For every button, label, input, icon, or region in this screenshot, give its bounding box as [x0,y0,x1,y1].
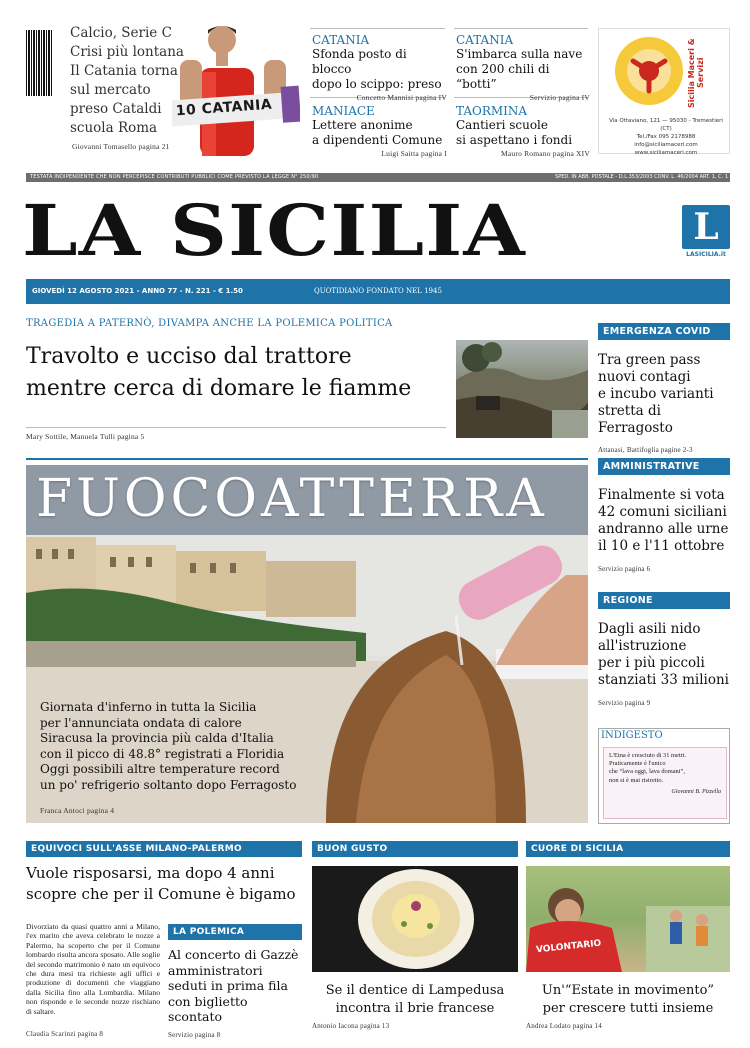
polemica-label: LA POLEMICA [168,924,302,940]
teaser-line: dopo lo scippo: preso [312,77,442,91]
dateline-left: GIOVEDÌ 12 AGOSTO 2021 - ANNO 77 - N. 221 - € 1.50 [32,287,243,295]
teaser-maniace[interactable] [312,104,447,158]
ad-line: Via Ottaviano, 121 — 95030 - Tremestieri (CT) [609,118,723,132]
sport-byline: Giovanni Tomasello pagina 21 [72,142,170,151]
lead-byline: Mary Sottile, Manuela Tulli pagina 5 [26,432,145,441]
indigesto-signature: Giovanni B. Pizzella [671,788,721,795]
ad-line: Tel./Fax 095 2178988 [636,134,696,140]
teaser-line: con 200 chili di “botti” [456,62,550,91]
legal-right: SPED. IN ABB. POSTALE - D.L.353/2003 CONV. L. 46/2004 ART. 1, C. 1 [555,174,728,180]
teaser-rule [454,28,588,29]
sidebar-line: stretta di Ferragosto [598,403,673,436]
fire-photo [456,340,588,438]
sidebar-label: EMERGENZA COVID [598,323,730,340]
indigesto-line: L'Etna è cresciuto di 31 metri. [609,752,687,759]
footballer-photo [172,20,300,156]
teaser-line: Lettere anonime [312,118,413,132]
heart-photo [526,866,730,972]
legal-left: TESTATA INDIPENDENTE CHE NON PERCEPISCE CONTRIBUTI PUBBLICI COME PREVISTO LA LEGGE N° 250/90 [30,174,319,180]
teaser-catania-1[interactable] [312,33,447,102]
food-headline: Se il dentice di Lampedusa [325,983,505,998]
lead-kicker: TRAGEDIA A PATERNÒ, DIVAMPA ANCHE LA POLEMICA POLITICA [26,318,393,329]
ad-line: www.siciliamaceri.com [634,150,698,156]
main-line: Oggi possibili altre temperature record [40,762,280,776]
heart-story[interactable] [526,841,730,1030]
polemica-line: amministratori [168,962,263,978]
sidebar-line: e incubo varianti [598,386,714,402]
ad-ring-text: Sicilia Maceri & Servizi [687,38,705,108]
bottom-left-body: Divorziato da quasi quattro anni a Milano, l'ex marito che aveva celebrato le nozze a Palermo, ha scoperto che per il Comune lombardo risulta ancora sposato. Alle soglie del secondo matrimonio è nato un equivoco che dura mesi tra richieste agli uffici e produzione di documenti che viaggiano dalla Sicilia fino alla Lombardia. Milano non risponde e le seconde nozze rischiano di saltare. [26,922,160,1016]
bottom-left-byline: Claudia Scarinzi pagina 8 [26,1030,104,1038]
lead-rule [26,427,446,428]
sport-line: Crisi più lontana [70,44,184,60]
teaser-catania-2[interactable] [456,33,590,102]
sidebar-line: per i più piccoli [598,655,705,671]
sidebar-line: andranno alle urne [598,521,729,537]
sidebar-amministrative[interactable] [598,458,730,573]
sidebar-label: AMMINISTRATIVE [598,458,730,475]
ad-logo [613,33,685,113]
sidebar-label: REGIONE [598,592,730,609]
sport-line: preso Cataldi [70,101,162,117]
indigesto-line: non si è mai ristretto. [609,776,664,784]
teaser-line: a dipendenti Comune [312,133,443,147]
bottom-left-story[interactable] [26,841,302,905]
lead-story[interactable] [26,318,446,405]
sidebar-covid[interactable] [598,323,730,454]
sidebar-line: nuovi contagi [598,369,691,385]
food-byline: Antonio Iacona pagina 13 [312,1022,390,1030]
heart-shirt-text: VOLONTARIO [535,938,602,956]
heart-headline: Un'“Estate in movimento” [541,983,715,998]
heart-headline: per crescere tutti insieme [542,1001,714,1016]
sidebar-line: all'istruzione [598,638,687,654]
polemica-story[interactable] [168,924,302,1039]
sidebar-line: Finalmente si vota [598,487,725,503]
lead-headline: mentre cerca di domare le fiamme [26,376,412,401]
sport-line: Calcio, Serie C [70,25,172,41]
main-title: FUOCOATTERRA [36,469,548,529]
sidebar-byline: Servizio pagina 6 [598,565,651,573]
polemica-line: seduti in prima fila [168,978,288,993]
indigesto-line: Praticamente è l'unico [609,760,666,768]
sidebar-line: Dagli asili nido [598,621,701,637]
masthead-title[interactable]: LA SICILIA [22,189,526,272]
teaser-byline: Luigi Saitta pagina I [381,149,447,158]
bottom-left-label: EQUIVOCI SULL'ASSE MILANO-PALERMO [26,841,302,857]
main-line: Siracusa la provincia più calda d'Italia [40,731,274,745]
logo-caption: LASICILIA.it [686,251,726,258]
teaser-rule [310,28,445,29]
teaser-byline: Mauro Romano pagina XIV [501,149,590,158]
teaser-taormina[interactable] [456,104,590,158]
teaser-byline: Concetto Mannisi pagina IV [356,93,447,102]
logo-letter: L [693,206,719,248]
lead-headline: Travolto e ucciso dal trattore [26,344,352,369]
teaser-label: CATANIA [312,33,370,47]
scarf-text: 10 CATANIA [175,96,273,120]
teaser-line: Cantieri scuole [456,118,548,132]
main-rule [26,458,588,460]
main-line: con il picco di 48.8° registrati a Floridia [40,746,285,761]
sport-line: Il Catania torna [70,63,178,79]
teaser-label: MANIACE [312,104,375,118]
indigesto-label: INDIGESTO [601,730,663,741]
food-photo [312,866,518,972]
food-headline: incontra il brie francese [335,1001,495,1016]
sidebar-byline: Attanasi, Battifoglia pagine 2-3 [598,446,693,454]
teaser-line: S'imbarca sulla nave [456,47,583,61]
bottom-left-headline: scopre che per il Comune è bigamo [26,885,296,903]
main-line: Giornata d'inferno in tutta la Sicilia [40,700,257,714]
main-text [40,700,350,793]
sidebar-line: Tra green pass [598,352,701,368]
food-label: BUON GUSTO [312,841,518,857]
teaser-line: si aspettano i fondi [456,133,573,147]
sidebar-line: il 10 e l'11 ottobre [598,538,725,554]
main-line: per l'annunciata ondata di calore [40,715,242,730]
sidebar-line: stanziati 33 milioni [598,672,729,688]
sport-line: sul mercato [70,82,151,98]
bottom-left-headline: Vuole risposarsi, ma dopo 4 anni [26,864,275,882]
sidebar-regione[interactable] [598,592,730,707]
polemica-line: Al concerto di Gazzè [168,947,299,962]
food-story[interactable] [312,841,518,1030]
sidebar-byline: Servizio pagina 9 [598,699,651,707]
teaser-byline: Servizio pagina IV [529,93,590,102]
heart-byline: Andrea Lodato pagina 14 [526,1022,602,1030]
dateline-center: QUOTIDIANO FONDATO NEL 1945 [314,287,442,295]
masthead-logo[interactable] [682,205,730,261]
main-byline: Franca Antoci pagina 4 [40,806,115,815]
teaser-label: TAORMINA [456,104,528,118]
sidebar-line: 42 comuni siciliani [598,504,727,520]
ad-line: info@siciliamaceri.com [634,142,698,148]
teaser-label: CATANIA [456,33,514,47]
advertisement[interactable] [598,28,730,154]
barcode [26,30,52,96]
main-line: un po' refrigerio soltanto dopo Ferragosto [40,777,297,792]
polemica-byline: Servizio pagina 8 [168,1030,221,1039]
heart-label: CUORE DI SICILIA [526,841,730,857]
sport-line: scuola Roma [70,120,158,136]
indigesto-line: che “lava oggi, lava domani”, [609,768,685,776]
indigesto-box[interactable] [598,728,730,824]
polemica-line: con biglietto scontato [168,993,248,1024]
teaser-line: Sfonda posto di blocco [312,47,407,76]
